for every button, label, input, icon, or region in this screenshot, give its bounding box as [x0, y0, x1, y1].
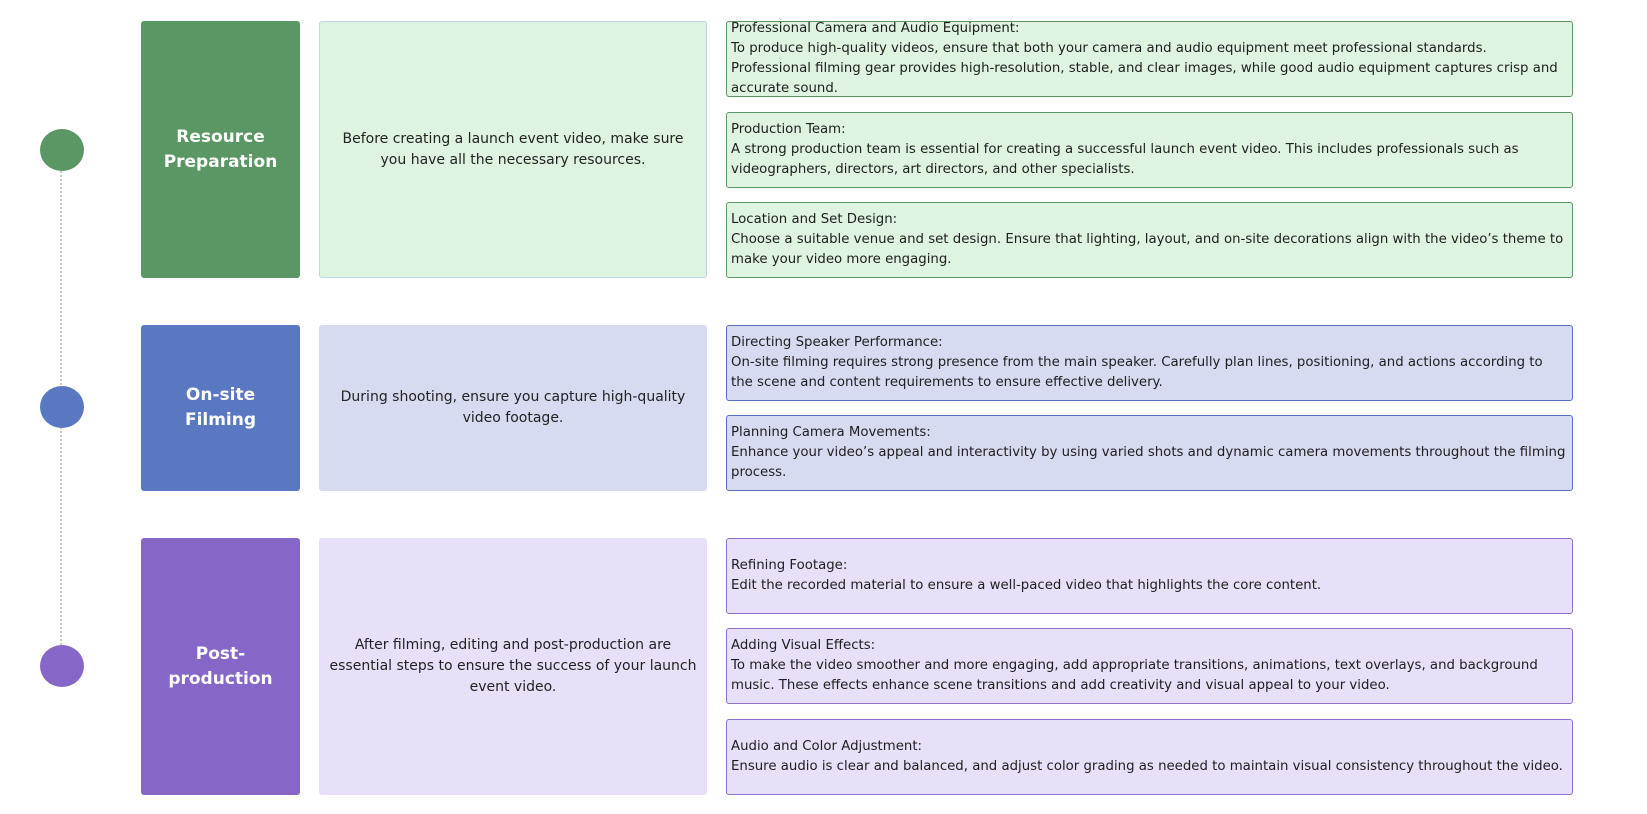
- detail-text: On-site filming requires strong presence from the main speaker. Carefully plan lines, positioning, and actions according to the scene and content requirements to ensure effective delivery.: [731, 355, 1543, 390]
- phase-description-on-site-filming: [319, 325, 707, 491]
- detail-heading: Directing Speaker Performance:: [731, 335, 943, 350]
- detail-text: Enhance your video’s appeal and interactivity by using varied shots and dynamic camera movements throughout the filming process.: [731, 445, 1566, 480]
- timeline-node-post-production: [40, 645, 84, 687]
- detail-heading: Location and Set Design:: [731, 212, 898, 227]
- phase-title-text: On-site Filming: [184, 385, 257, 430]
- detail-card-audio-color-adjustment: [726, 719, 1573, 795]
- phase-title-text: Resource Preparation: [163, 126, 278, 172]
- phase-description-resource-preparation: [319, 21, 707, 278]
- timeline-node-resource-preparation: [40, 129, 84, 171]
- detail-card-directing-speaker: [726, 325, 1573, 401]
- detail-card-camera-movements: [726, 415, 1573, 491]
- detail-card-location-set-design: [726, 202, 1573, 278]
- detail-text: Ensure audio is clear and balanced, and adjust color grading as needed to maintain visual consistency throughout the video.: [731, 759, 1563, 774]
- phase-title-text: Post-production: [168, 643, 273, 689]
- phase-title-resource-preparation: [141, 21, 300, 278]
- detail-text: To make the video smoother and more engaging, add appropriate transitions, animations, text overlays, and background music. These effects enhance scene transitions and add creativity and visual appeal to your video.: [731, 658, 1538, 693]
- detail-text: Edit the recorded material to ensure a well-paced video that highlights the core content.: [731, 578, 1322, 593]
- detail-card-visual-effects: [726, 628, 1573, 704]
- detail-text: Choose a suitable venue and set design. Ensure that lighting, layout, and on-site decorations align with the video’s theme to make your video more engaging.: [731, 232, 1564, 267]
- detail-heading: Professional Camera and Audio Equipment:: [731, 21, 1020, 36]
- phase-description-text: During shooting, ensure you capture high-quality video footage.: [340, 389, 686, 426]
- detail-heading: Audio and Color Adjustment:: [731, 739, 923, 754]
- phase-description-text: After filming, editing and post-production are essential steps to ensure the success of your launch event video.: [329, 637, 697, 695]
- timeline-node-on-site-filming: [40, 386, 84, 428]
- detail-heading: Planning Camera Movements:: [731, 425, 931, 440]
- phase-title-post-production: [141, 538, 300, 795]
- phase-title-on-site-filming: [141, 325, 300, 491]
- detail-heading: Adding Visual Effects:: [731, 638, 876, 653]
- detail-heading: Refining Footage:: [731, 558, 848, 573]
- detail-card-refining-footage: [726, 538, 1573, 614]
- detail-card-camera-audio-equipment: [726, 21, 1573, 97]
- detail-heading: Production Team:: [731, 122, 846, 137]
- detail-text: To produce high-quality videos, ensure that both your camera and audio equipment meet professional standards. Professional filming gear provides high-resolution, stable, and clear images, while good audio equipment captures crisp and accurate sound.: [731, 41, 1558, 96]
- detail-text: A strong production team is essential for creating a successful launch event video. This includes professionals such as videographers, directors, art directors, and other specialists.: [731, 142, 1519, 177]
- phase-description-post-production: [319, 538, 707, 795]
- phase-description-text: Before creating a launch event video, make sure you have all the necessary resources.: [342, 130, 684, 168]
- detail-card-production-team: [726, 112, 1573, 188]
